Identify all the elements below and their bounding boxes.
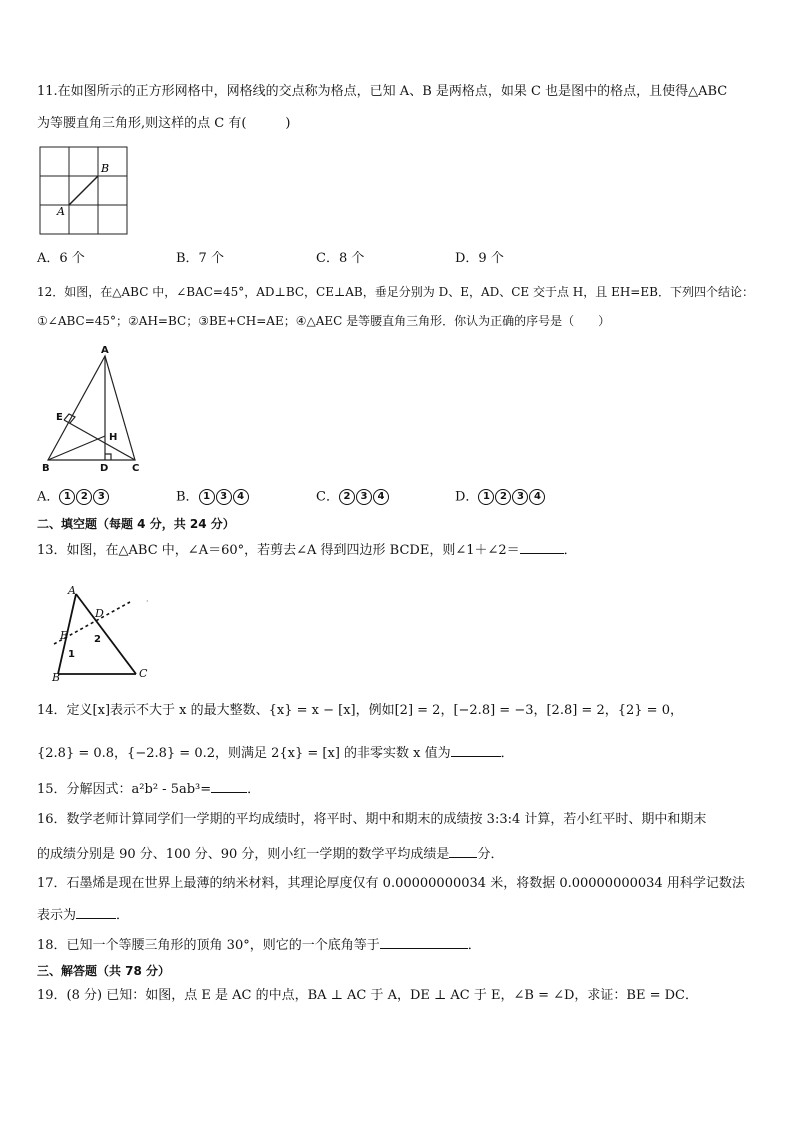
q12-text-line2: ①∠ABC=45°；②AH=BC；③BE+CH=AE；④△AEC 是等腰直角三角形．你认为正确的序号是（ ） — [37, 314, 611, 328]
label-e: E — [56, 412, 63, 423]
q13-end: ． — [563, 543, 577, 558]
label-e: E — [60, 629, 69, 642]
q11-option-d: D．9 个 — [455, 251, 504, 266]
q11-option-a: A．6 个 — [37, 251, 85, 266]
point-a-label: A — [57, 205, 65, 218]
answer-blank — [451, 744, 501, 757]
circled-number: 2 — [76, 489, 92, 505]
altitude-ce — [64, 420, 135, 460]
q12-option-b — [176, 489, 250, 506]
right-angle-mark-d — [105, 454, 111, 460]
q16-text-line1: 16．数学老师计算同学们一学期的平均成绩时，将平时、期中和期末的成绩按 3:3:4 计算，若小红平时、期中和期末 — [37, 812, 707, 827]
q11-text-line2: 为等腰直角三角形,则这样的点 C 有( ) — [37, 116, 291, 131]
segment-ab — [69, 176, 98, 205]
q16-text-line2 — [37, 845, 503, 863]
label-b: B — [52, 671, 61, 682]
answer-blank — [449, 845, 477, 858]
circled-number: 1 — [199, 489, 215, 505]
label-a: A — [101, 345, 109, 356]
q13-text — [37, 541, 577, 559]
label-d: D — [95, 607, 104, 620]
q11-text-line1: 11.在如图所示的正方形网格中，网格线的交点称为格点，已知 A、B 是两格点，如果 C 也是图中的格点，且使得△ABC — [37, 84, 728, 99]
q12-option-d — [455, 489, 546, 506]
q13-triangle-figure — [46, 582, 156, 682]
q11-option-c: C．8 个 — [316, 251, 365, 266]
q18-question: 18．已知一个等腰三角形的顶角 30°，则它的一个底角等于 — [37, 938, 380, 953]
q12-triangle-figure — [40, 342, 150, 474]
q11-grid-figure — [36, 146, 132, 238]
circled-number: 1 — [478, 489, 494, 505]
q17-text-line1: 17．石墨烯是现在世界上最薄的纳米材料，其理论厚度仅有 0.00000000034 米，将数据 0.00000000034 用科学记数法 — [37, 876, 745, 891]
circled-number: 3 — [216, 489, 232, 505]
label-c: C — [139, 667, 148, 680]
q18-end: ． — [467, 938, 481, 953]
q14-question: {2.8} = 0.8，{−2.8} = 0.2，则满足 2{x} = [x] 的非零实数 x 值为 — [37, 746, 451, 761]
circled-number: 2 — [339, 489, 355, 505]
q14-end: ． — [500, 746, 514, 761]
q12-text-line1: 12．如图，在△ABC 中，∠BAC=45°，AD⊥BC，CE⊥AB，垂足分别为 D、E，AD、CE 交于点 H，且 EH=EB．下列四个结论： — [37, 285, 754, 299]
answer-blank — [76, 906, 116, 919]
q11-option-b: B．7 个 — [176, 251, 224, 266]
q15-end: ． — [247, 782, 261, 797]
answer-blank — [380, 936, 468, 949]
label-c: C — [132, 463, 140, 474]
circled-number: 3 — [356, 489, 372, 505]
circled-number: 2 — [495, 489, 511, 505]
angle-2-label: 2 — [94, 634, 101, 645]
q17-text-line2 — [37, 906, 129, 924]
point-b-label: B — [101, 162, 110, 175]
angle-1-label: 1 — [68, 649, 75, 660]
q15-question: 15．分解因式：a²b² - 5ab³= — [37, 782, 212, 797]
section-2-heading: 二、填空题（每题 4 分，共 24 分） — [37, 517, 235, 531]
answer-blank — [520, 541, 564, 554]
side-ac — [76, 594, 136, 674]
q12-option-c — [316, 489, 390, 506]
q16-end: 分． — [477, 847, 504, 862]
answer-blank — [211, 780, 247, 793]
circled-number: 4 — [233, 489, 249, 505]
q18-text — [37, 936, 481, 954]
circled-number: 4 — [373, 489, 389, 505]
q15-text — [37, 780, 260, 798]
option-letter: C． — [316, 489, 339, 505]
label-h: H — [109, 432, 118, 443]
q16-question: 的成绩分别是 90 分、100 分、90 分，则小红一学期的数学平均成绩是 — [37, 847, 450, 862]
q12-option-a — [37, 489, 110, 506]
triangle-abc — [48, 356, 135, 460]
q14-text-line1: 14．定义[x]表示不大于 x 的最大整数、{x} = x − [x]，例如[2] = 2，[−2.8] = −3，[2.8] = 2，{2} = 0， — [37, 703, 683, 718]
label-d: D — [100, 463, 109, 474]
circled-number: 3 — [93, 489, 109, 505]
q17-question: 表示为 — [37, 908, 77, 923]
option-letter: B． — [176, 489, 199, 505]
option-letter: D． — [455, 489, 479, 505]
label-b: B — [42, 463, 50, 474]
circled-number: 3 — [512, 489, 528, 505]
q19-text: 19．(8 分) 已知：如图，点 E 是 AC 的中点，BA ⊥ AC 于 A，DE ⊥ AC 于 E，∠B = ∠D，求证：BE = DC． — [37, 988, 698, 1003]
circled-number: 4 — [529, 489, 545, 505]
label-a: A — [68, 584, 76, 597]
circled-number: 1 — [59, 489, 75, 505]
q14-text-line2 — [37, 744, 514, 762]
option-letter: A． — [37, 489, 60, 505]
q13-question: 13．如图，在△ABC 中，∠A＝60°，若剪去∠A 得到四边形 BCDE，则∠1＋∠2＝ — [37, 543, 520, 558]
segment-bh — [48, 436, 105, 460]
q17-end: ． — [116, 908, 130, 923]
section-3-heading: 三、解答题（共 78 分） — [37, 964, 171, 978]
dot-mark: · — [146, 597, 149, 606]
